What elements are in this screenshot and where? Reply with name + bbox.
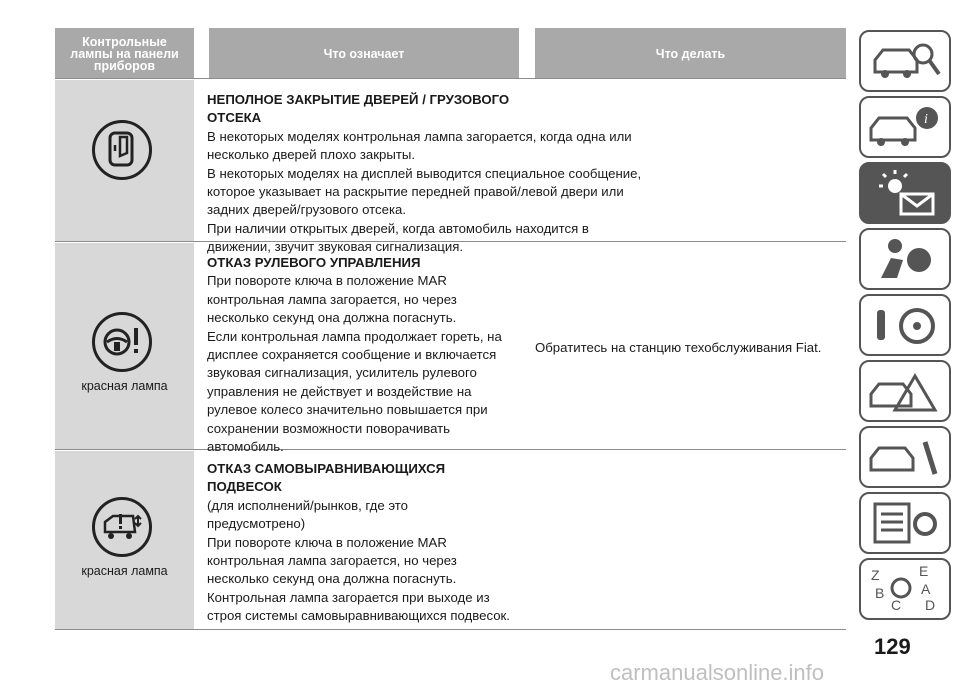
- row-suspension-line: строя системы самовыравнивающихся подвесок.: [207, 608, 510, 624]
- action-text: Обратитесь на станцию техобслуживания Fiat.: [535, 340, 822, 355]
- row-steering-line: дисплее сохраняется сообщение и включается: [207, 347, 497, 363]
- row-suspension-line: несколько секунд она должна погаснуть.: [207, 571, 457, 587]
- row-steering-title: ОТКАЗ РУЛЕВОГО УПРАВЛЕНИЯ: [207, 255, 421, 270]
- row-doors-title: НЕПОЛНОЕ ЗАКРЫТИЕ ДВЕРЕЙ / ГРУЗОВОГО ОТСЕКА: [207, 92, 510, 126]
- svg-text:C: C: [891, 597, 902, 613]
- row-steering-line: несколько секунд она должна погаснуть.: [207, 310, 457, 326]
- page-number: 129: [874, 634, 911, 659]
- header-col1-line1: Контрольные: [82, 34, 167, 49]
- row-steering-line: сохранении возможности поворачивать: [207, 420, 451, 436]
- car-wrench-icon[interactable]: [859, 426, 951, 488]
- row-doors-line: несколько дверей плохо закрыты.: [207, 147, 415, 163]
- car-i-icon[interactable]: [859, 96, 951, 158]
- row-steering-line: автомобиль.: [207, 439, 284, 455]
- row-suspension-line: (для исполнений/рынков, где это: [207, 497, 408, 513]
- key-steering-icon[interactable]: [859, 294, 951, 356]
- row-suspension-line: Контрольная лампа загорается при выходе из: [207, 589, 490, 605]
- suspension-warning-icon: [92, 497, 152, 557]
- svg-text:A: A: [921, 581, 931, 597]
- row-suspension-line: предусмотрено): [207, 516, 306, 532]
- car-info-icon[interactable]: [859, 30, 951, 92]
- row-suspension-caption: красная лампа: [81, 564, 168, 578]
- car-accident-icon[interactable]: [859, 360, 951, 422]
- row-divider: [55, 78, 846, 79]
- row-suspension-line: При повороте ключа в положение MAR: [207, 534, 447, 550]
- svg-text:E: E: [919, 563, 929, 579]
- svg-text:i: i: [924, 112, 928, 127]
- row-divider: [55, 629, 846, 630]
- row-steering-caption: красная лампа: [81, 379, 168, 393]
- header-col-meaning: Что означает: [209, 28, 519, 79]
- row-doors-line: В некоторых моделях на дисплей выводится специальное сообщение,: [207, 165, 642, 181]
- header-col1-line3: приборов: [93, 58, 156, 73]
- svg-text:Z: Z: [871, 567, 880, 583]
- row-doors-line: При наличии открытых дверей, когда автомобиль находится в: [207, 220, 589, 236]
- alphabet-index-icon[interactable]: [859, 558, 951, 620]
- warning-light-mail-icon[interactable]: [859, 162, 951, 224]
- row-steering-line: контрольная лампа загорается, но через: [207, 291, 457, 307]
- header-col-lamps: [55, 28, 194, 79]
- list-gear-icon[interactable]: [859, 492, 951, 554]
- watermark: carmanualsonline.info: [610, 660, 825, 685]
- airbag-person-icon[interactable]: [859, 228, 951, 290]
- row-steering-line: При повороте ключа в положение MAR: [207, 273, 447, 289]
- row-steering-text: [207, 254, 527, 456]
- row-steering-line: управления не действует и воздействие на: [207, 383, 472, 399]
- row-suspension-title: ОТКАЗ САМОВЫРАВНИВАЮЩИХСЯ: [207, 461, 446, 476]
- svg-text:D: D: [925, 597, 936, 613]
- header-col1-line2: лампы на панели: [70, 46, 179, 61]
- row-steering-line: Если контрольная лампа продолжает гореть, на: [207, 328, 502, 344]
- row-suspension-line: контрольная лампа загорается, но через: [207, 553, 457, 569]
- row-steering-line: звуковая сигнализация, усилитель рулевого: [207, 365, 477, 381]
- row-suspension-text: [207, 460, 527, 626]
- door-open-icon: [92, 120, 152, 180]
- steering-warning-icon: [92, 312, 152, 372]
- row-suspension-title: ПОДВЕСОК: [207, 479, 282, 495]
- row-doors-line: которое указывает на раскрытие передней правой/левой двери или: [207, 184, 624, 200]
- row-doors-line: задних дверей/грузового отсека.: [207, 202, 407, 218]
- row-doors-text: [207, 91, 642, 257]
- row-doors-line: В некоторых моделях контрольная лампа загорается, когда одна или: [207, 128, 632, 144]
- row-doors-line: движении, звучит звуковая сигнализация.: [207, 239, 464, 255]
- row-steering-line: рулевое колесо значительно повышается при: [207, 402, 488, 418]
- header-col-action: Что делать: [535, 28, 846, 79]
- svg-text:B: B: [875, 585, 885, 601]
